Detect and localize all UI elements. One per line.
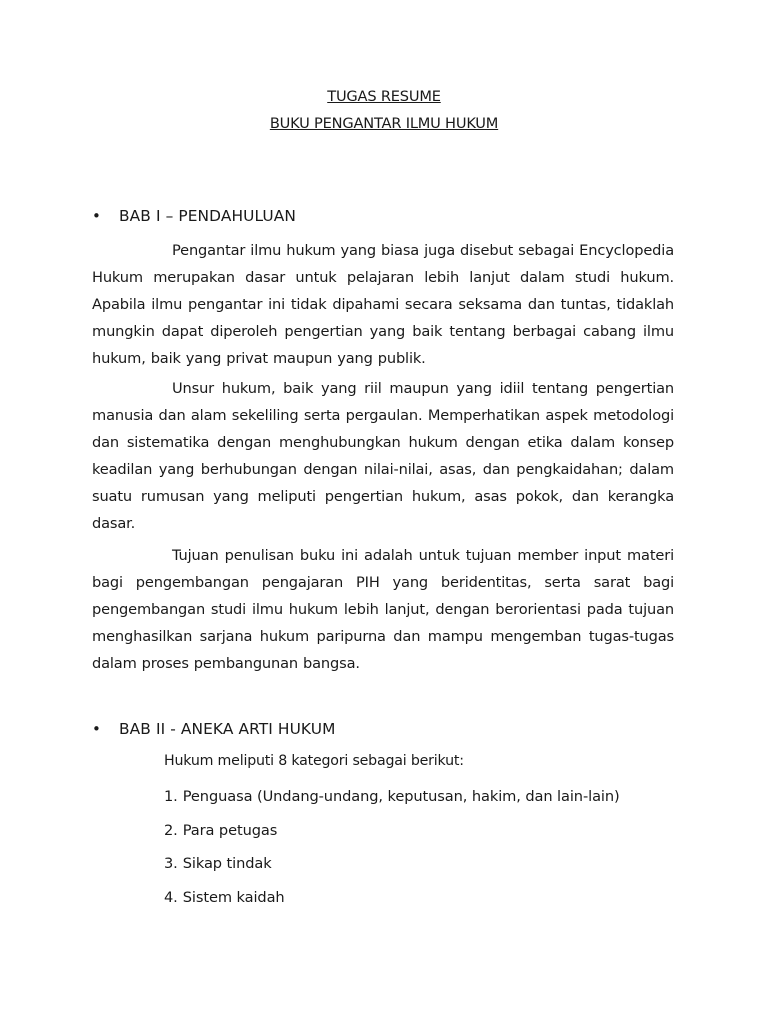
list-item-number: 3. [164,855,178,872]
list-item [164,883,620,917]
paragraph: Tujuan penulisan buku ini adalah untuk tujuan member input materi bagi pengembangan pengajaran PIH yang beridentitas, serta sarat bagi pengembangan studi ilmu hukum lebih lanjut, dengan berorientasi pada tujuan menghasilkan sarjana hukum paripurna dan mampu mengemban tugas-tugas dalam proses pembangunan bangsa. [92,547,674,672]
list-item-number: 4. [164,888,178,906]
list-item [164,816,620,850]
list-item [164,782,620,816]
list-intro: Hukum meliputi 8 kategori sebagai berikut: [164,753,464,769]
list-item-text: Para petugas [182,821,278,839]
bullet-icon: • [92,720,101,738]
section-heading-label: BAB I – PENDAHULUAN [119,207,297,225]
list-item [164,849,620,883]
list-item-text: Penguasa (Undang-undang, keputusan, hakim, dan lain-lain) [182,788,620,805]
paragraph: Pengantar ilmu hukum yang biasa juga disebut sebagai Encyclopedia Hukum merupakan dasar untuk pelajaran lebih lanjut dalam studi hukum. Apabila ilmu pengantar ini tidak dipahami secara seksama dan tuntas, tidaklah mungkin dapat diperoleh pengertian yang baik tentang berbagai cabang ilmu hukum, baik yang privat maupun yang publik. [92,242,674,367]
section-heading-label: BAB II - ANEKA ARTI HUKUM [119,720,336,738]
list-item-text: Sikap tindak [182,855,272,872]
paragraph: Unsur hukum, baik yang riil maupun yang idiil tentang pengertian manusia dan alam sekeliling serta pergaulan. Memperhatikan aspek metodologi dan sistematika dengan menghubungkan hukum dengan etika dalam konsep keadilan yang berhubungan dengan nilai-nilai, asas, dan pengkaidahan; dalam suatu rumusan yang meliputi pengertian hukum, asas pokok, dan kerangka dasar. [92,380,674,532]
category-list [164,782,620,916]
bullet-icon: • [92,207,101,225]
document-subtitle: BUKU PENGANTAR ILMU HUKUM [269,115,499,132]
list-item-number: 1. [164,788,178,805]
list-item-number: 2. [164,821,178,839]
document-title: TUGAS RESUME [327,88,441,105]
list-item-text: Sistem kaidah [182,888,285,906]
